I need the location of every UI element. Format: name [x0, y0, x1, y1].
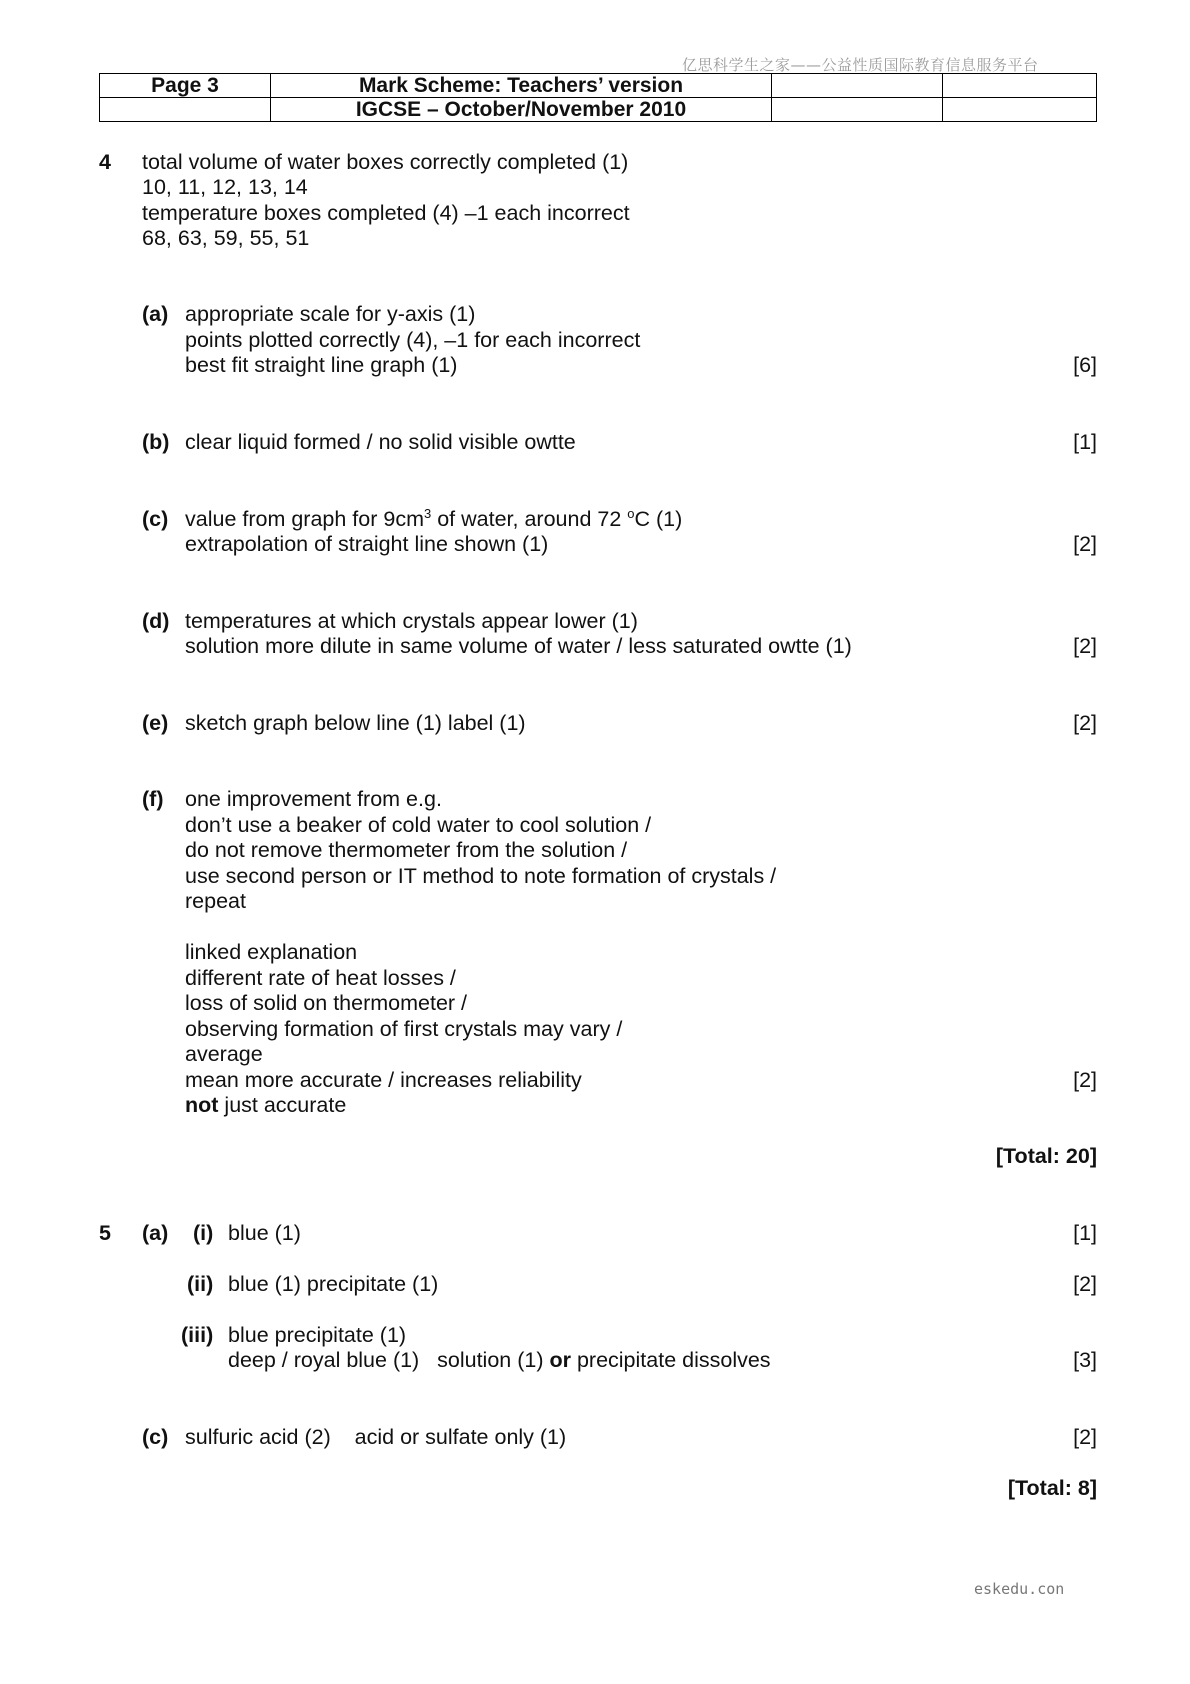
question-4-number: 4: [99, 150, 111, 174]
q4f-bold-word: not: [185, 1093, 219, 1117]
q5ai-label: (i): [193, 1221, 214, 1245]
q5aiii-bold-or: or: [549, 1348, 571, 1372]
q4c-superscript: 3: [424, 506, 432, 521]
q5ai-mark: [1]: [1073, 1221, 1097, 1245]
q5aiii-line1: blue precipitate (1): [228, 1323, 407, 1347]
q5c-label: (c): [142, 1425, 169, 1449]
watermark-bottom: eskedu.con: [974, 1580, 1065, 1598]
q5aiii-text: deep / royal blue (1) solution (1): [228, 1348, 550, 1372]
q4f-line: linked explanation: [185, 940, 358, 964]
q4c-unit: cm: [395, 507, 425, 531]
q5-total: [Total: 8]: [1007, 1476, 1097, 1500]
q4a-line: points plotted correctly (4), –1 for each incorrect: [185, 328, 641, 352]
q5aii-text: blue (1) precipitate (1): [228, 1272, 439, 1296]
q5aii-mark: [2]: [1073, 1272, 1097, 1296]
q4d-line: temperatures at which crystals appear lower (1): [185, 609, 638, 633]
q4f-line: repeat: [185, 889, 246, 913]
q4c-line2: extrapolation of straight line shown (1): [185, 532, 549, 556]
q4c-text: value from graph for 9: [185, 507, 396, 531]
q4d-label: (d): [142, 609, 170, 633]
q5a-label: (a): [142, 1221, 169, 1245]
header-empty-cell: [772, 98, 943, 122]
q4f-line: average: [185, 1042, 263, 1066]
q4f-last-line: [185, 1093, 346, 1118]
q4-total: [Total: 20]: [995, 1144, 1097, 1168]
q4f-line: mean more accurate / increases reliability: [185, 1068, 582, 1092]
q4-intro-line: total volume of water boxes correctly completed (1): [142, 150, 629, 174]
q4a-line: best fit straight line graph (1): [185, 353, 458, 377]
q4f-line: loss of solid on thermometer /: [185, 991, 468, 1015]
q4f-last-rest: just accurate: [218, 1093, 347, 1117]
q4c-text: of water, around 72: [431, 507, 628, 531]
q4f-label: (f): [142, 787, 164, 811]
q4f-line: do not remove thermometer from the solution /: [185, 838, 628, 862]
q5aiii-mark: [3]: [1073, 1348, 1097, 1372]
q4e-mark: [2]: [1073, 711, 1097, 735]
q4f-line: use second person or IT method to note formation of crystals /: [185, 864, 777, 888]
q4b-line: clear liquid formed / no solid visible owtte: [185, 430, 576, 454]
q4-intro-line: temperature boxes completed (4) –1 each incorrect: [142, 201, 630, 225]
header-page: Page 3: [100, 74, 271, 98]
q4f-line: one improvement from e.g.: [185, 787, 442, 811]
question-5-number: 5: [99, 1221, 111, 1245]
q5c-text: sulfuric acid (2) acid or sulfate only (1): [185, 1425, 567, 1449]
q4c-text: C (1): [634, 507, 683, 531]
header-empty-cell: [943, 74, 1097, 98]
header-empty-cell: [943, 98, 1097, 122]
q5aii-label: (ii): [187, 1272, 214, 1296]
header-table: [99, 73, 1097, 122]
q4e-line: sketch graph below line (1) label (1): [185, 711, 526, 735]
q5aiii-text: precipitate dissolves: [570, 1348, 771, 1372]
q4a-line: appropriate scale for y-axis (1): [185, 302, 476, 326]
q4f-line: don’t use a beaker of cold water to cool solution /: [185, 813, 652, 837]
q5aiii-line2: [228, 1348, 771, 1373]
q4c-mark: [2]: [1073, 532, 1097, 556]
q4f-line: observing formation of first crystals may vary /: [185, 1017, 623, 1041]
q4b-label: (b): [142, 430, 170, 454]
header-title: Mark Scheme: Teachers’ version: [271, 74, 772, 98]
header-subtitle: IGCSE – October/November 2010: [271, 98, 772, 122]
q4c-label: (c): [142, 507, 169, 531]
q4c-line1: [185, 507, 682, 532]
q4-intro-line: 10, 11, 12, 13, 14: [142, 175, 308, 199]
q4-intro-line: 68, 63, 59, 55, 51: [142, 226, 310, 250]
watermark-top: 亿思科学生之家——公益性质国际教育信息服务平台: [682, 56, 1039, 74]
q4d-mark: [2]: [1073, 634, 1097, 658]
q4f-line: different rate of heat losses /: [185, 966, 456, 990]
q4f-mark: [2]: [1073, 1068, 1097, 1092]
q5aiii-label: (iii): [181, 1323, 214, 1347]
q4b-mark: [1]: [1073, 430, 1097, 454]
q4a-label: (a): [142, 302, 169, 326]
header-empty-cell: [772, 74, 943, 98]
header-empty-cell: [100, 98, 271, 122]
q4c-degree: o: [627, 506, 635, 521]
q4d-line: solution more dilute in same volume of water / less saturated owtte (1): [185, 634, 852, 658]
q4a-mark: [6]: [1073, 353, 1097, 377]
q4e-label: (e): [142, 711, 169, 735]
q5ai-text: blue (1): [228, 1221, 301, 1245]
q5c-mark: [2]: [1073, 1425, 1097, 1449]
